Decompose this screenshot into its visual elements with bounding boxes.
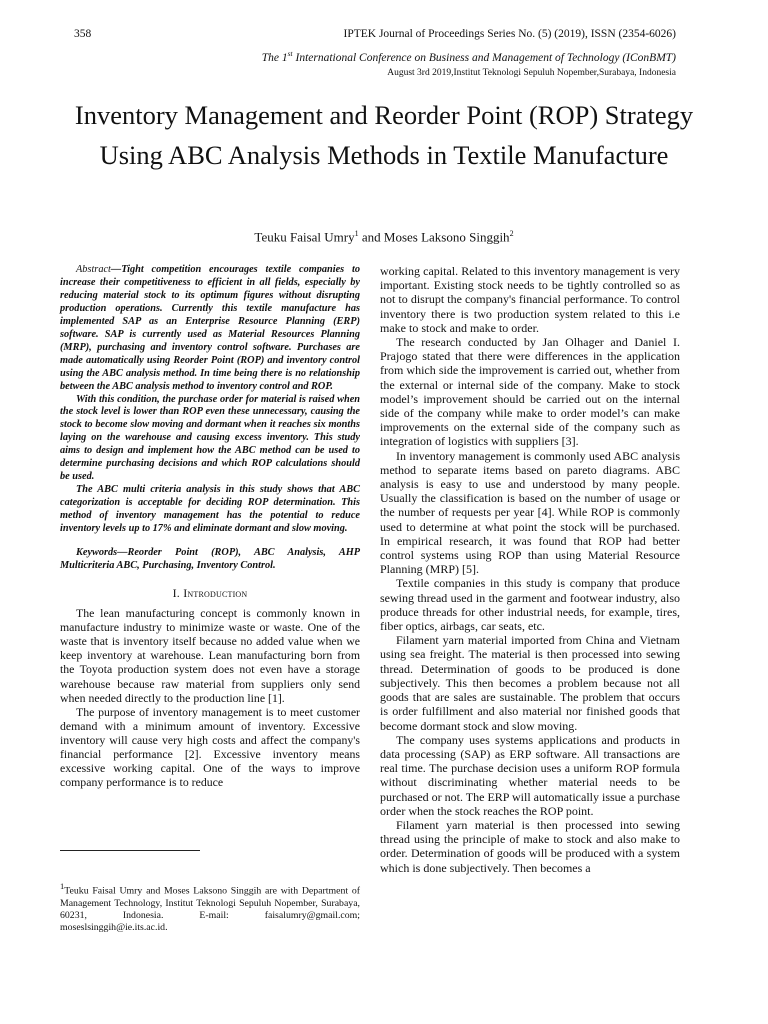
body-paragraph: working capital. Related to this inventory management is very important. Existing stock needs to be tightly controlled so as not to disrupt the company's financial performance. To control inventory there is two production system related to this i.e make to stock and make to order. bbox=[380, 264, 680, 335]
section-heading-introduction: I. Introduction bbox=[172, 586, 248, 601]
right-column bbox=[380, 264, 680, 875]
conference-header: The 1st International Conference on Business and Management of Technology (IConBMT) bbox=[261, 49, 676, 64]
author-line: Teuku Faisal Umry$^1$ and Moses Laksono Singgih$^2$ bbox=[254, 229, 514, 245]
body-paragraph: Filament yarn material is then processed into sewing thread using the principle of make to stock and also make to order. Determination of goods will be produced with a system which is done subjectively. Then becomes a bbox=[380, 817, 680, 875]
footnote-divider bbox=[60, 850, 200, 851]
body-paragraph: The company uses systems applications and products in data processing (SAP) as ERP software. All transactions are real time. The purchase decision uses a uniform ROP formula without discriminating whether material needs to be purchased or not. The ERP will automatically issue a purchase order when the stock reaches the ROP point. bbox=[380, 732, 680, 818]
body-paragraph: In inventory management is commonly used ABC analysis method to separate items based on pareto diagrams. ABC analysis is easy to use and understood by many people. Usually the classification is based on the number of usage or the number of requests per year [4]. While ROP is commonly used to determine at what point the stock will be purchased. In empirical research, it was found that ROP had better control systems using ROP than using Material Resource Planning (MRP) [5]. bbox=[380, 448, 680, 577]
abstract-paragraph-2: With this condition, the purchase order for material is raised when the stock level is lower than ROP even these unnecessary, causing the stock to become slow moving and dormant when it reaches six months laying on the warehouse and causing excess inventory. This study aims to design and implement how the ABC method can be used to determine purchasing decisions and which ROP calculations should be used. bbox=[60, 393, 360, 483]
body-paragraph: The purpose of inventory management is to meet customer demand with a minimum amount of inventory. Excessive inventory will cause very high costs and affect the company's financial performance [2]. Excessive inventory means excessive working capital. One of the ways to improve company performance is to reduce bbox=[60, 704, 360, 790]
abstract-paragraph-3: The ABC multi criteria analysis in this study shows that ABC categorization is acceptable for deciding ROP determination. This method of inventory management has the potential to reduce inventory levels up to 17% and eliminate dormant and slow moving. bbox=[60, 484, 360, 535]
body-paragraph: Textile companies in this study is company that produce sewing thread used in the garment and footwear industry, also produce threads for other industrial needs, for example, tires, fiber optics, airbags, car seats, etc. bbox=[380, 576, 680, 634]
paper-title: Inventory Management and Reorder Point (ROP) Strategy Using ABC Analysis Methods in Textile Manufacture bbox=[74, 100, 694, 170]
journal-header: IPTEK Journal of Proceedings Series No. (5) (2019), ISSN (2354-6026) bbox=[343, 28, 676, 40]
left-column bbox=[60, 264, 360, 789]
body-paragraph: The lean manufacturing concept is commonly known in manufacture industry to minimize waste or waste. One of the waste that is inventory itself because no added value when we keep inventory at warehouse. Lean manufacturing born from the Toyota production system does not even have a storage warehouse because raw material from suppliers only send when needed directly to the production line [1]. bbox=[60, 606, 360, 705]
keywords: Keywords—Reorder Point (ROP), ABC Analysis, AHP Multicriteria ABC, Purchasing, Inventory Control. bbox=[60, 547, 360, 572]
author-footnote: $^1$Teuku Faisal Umry and Moses Laksono Singgih are with Department of Management Technology, Institut Teknologi Sepuluh Nopember, Surabaya, 60231, Indonesia. E-mail: faisalumry@gmail.com; moseslsinggih@ie.its.ac.id. bbox=[60, 881, 360, 934]
body-paragraph: Filament yarn material imported from China and Vietnam using sea freight. The material is then processed into sewing thread. Determination of goods to be produced is done subjectively. This then becomes a problem because not all goods that are sales are sustainable. The problem that occurs is order fulfillment and also material nor finished goods that become dormant stock and slow moving. bbox=[380, 633, 680, 733]
body-paragraph: The research conducted by Jan Olhager and Daniel I. Prajogo stated that there were differences in the application from which side the improvement is carried out, whether from the external or internal side of the company. Make to stock model’s improvement should be carried out on the internal side of the company while make to order model’s can make improvements on the external side of the company such as integration of logistics with suppliers [3]. bbox=[380, 335, 680, 449]
conference-date-venue: August 3rd 2019,Institut Teknologi Sepuluh Nopember,Surabaya, Indonesia bbox=[387, 68, 676, 78]
page-number: 358 bbox=[74, 28, 92, 40]
abstract-paragraph-1: Abstract—Tight competition encourages textile companies to increase their competitiveness to efficient in all fields, especially by reducing material stock to its optimum figures without disrupting production operations. Currently this textile manufacture has implemented SAP as an Enterprise Resource Planning (ERP) software. SAP is currently used as Material Resources Planning (MRP), purchasing and inventory control software. Purchases are made automatically using Reorder Point (ROP) and inventory control using the ABC analysis method. In time being there is no relationship between the ABC analysis method to inventory control and ROP. bbox=[60, 264, 360, 392]
